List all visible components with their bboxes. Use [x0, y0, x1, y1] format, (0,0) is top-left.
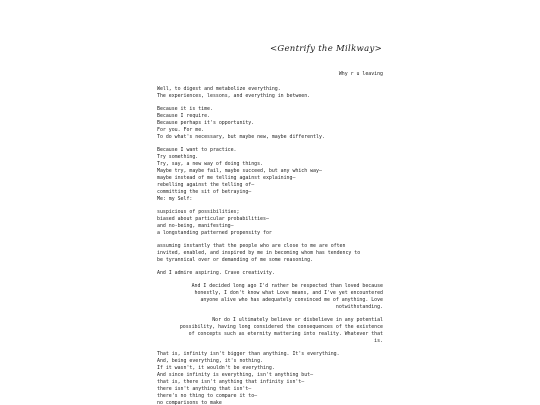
document-body [157, 71, 383, 405]
text-line: And, being everything, it's nothing. [157, 358, 263, 364]
text-line: Nor do I ultimately believe or disbelieve in any potential [212, 317, 383, 323]
text-line: honestly, I don't know what Love means, and I've yet encountered [194, 290, 383, 296]
text-line: notwithstanding. [335, 304, 383, 310]
text-line: Because perhaps it's opportunity. [157, 120, 255, 126]
paragraph [157, 270, 383, 277]
text-line: maybe instead of me telling against explaining– [157, 175, 296, 181]
text-line: And since infinity is everything, isn't anything but– [157, 372, 314, 378]
text-line: is. [374, 338, 383, 344]
text-line: a longstanding patterned propensity for [157, 230, 272, 236]
text-line: that is, there isn't anything that infinity isn't– [157, 379, 305, 385]
text-line: And I admire aspiring. Crave creativity. [157, 270, 275, 276]
text-line: To do what's necessary, but maybe new, maybe differently. [157, 134, 325, 140]
text-line: Try something. [157, 154, 199, 160]
text-line: committing the sit of betraying– [157, 189, 252, 195]
document-title: <Gentrify the Milkway> [269, 44, 382, 54]
text-line: assuming instantly that the people who are close to me are often [157, 243, 346, 249]
text-line: be tyrannical over or demanding of me some reasoning. [157, 257, 314, 263]
text-line: Me: my Self: [157, 196, 193, 202]
text-line: no comparisons to make [157, 400, 222, 405]
paragraph [157, 209, 383, 237]
text-line: Because it is time. [157, 106, 213, 112]
text-line: Well, to digest and metabolize everything. [157, 86, 281, 92]
text-line: That is, infinity isn't bigger than anything. It's everything. [157, 351, 340, 357]
text-line: Maybe try, maybe fail, maybe succeed, but any which way– [157, 168, 322, 174]
paragraph [157, 106, 383, 141]
text-line: Try, say, a new way of doing things. [157, 161, 263, 167]
text-line: suspicious of possibilities; [157, 209, 240, 215]
text-line: The experiences, lessons, and everything in between. [157, 93, 311, 99]
text-line: of concepts such as eternity mattering into reality. Whatever that [188, 331, 383, 337]
text-line: invited, enabled, and inspired by me in becoming whom has tendency to [157, 250, 361, 256]
text-line: If it wasn't, it wouldn't be everything. [157, 365, 275, 371]
text-line: And I decided long ago I'd rather be respected than loved because [191, 283, 383, 289]
text-line: and no-being, manifesting– [157, 223, 234, 229]
paragraph-list [157, 86, 383, 405]
text-line: Because I require. [157, 113, 210, 119]
text-line: Because I want to practice. [157, 147, 237, 153]
paragraph [157, 317, 383, 345]
text-line: For you. For me. [157, 127, 205, 133]
text-line: biased about particular probabilities– [157, 216, 269, 222]
text-line: there isn't anything that isn't– [157, 386, 252, 392]
paragraph [157, 243, 383, 264]
document-subtitle: Why r u leaving [338, 71, 383, 77]
text-line: possibility, having long considered the consequences of the existence [179, 324, 383, 330]
paragraph [157, 86, 383, 100]
text-line: anyone alive who has adequately convinced me of anything. Love [200, 297, 383, 303]
paragraph [157, 147, 383, 203]
text-line: rebelling against the telling of– [157, 182, 255, 188]
text-line: there's no thing to compare it to– [157, 393, 258, 399]
paragraph [157, 283, 383, 311]
paragraph [157, 351, 383, 405]
